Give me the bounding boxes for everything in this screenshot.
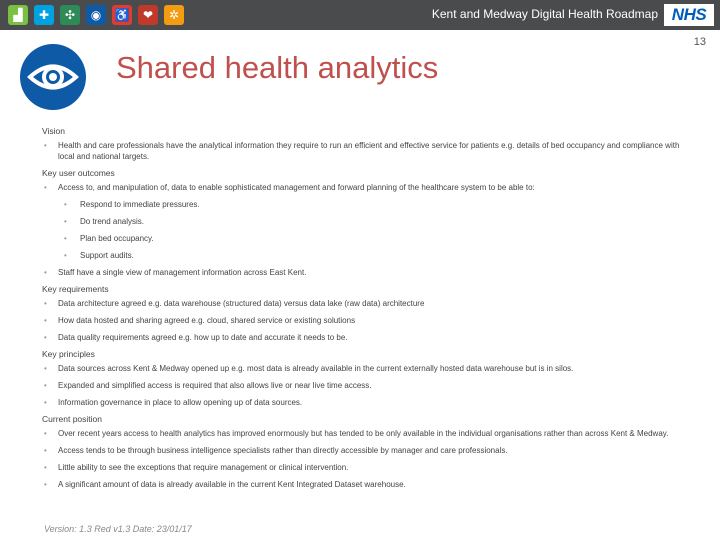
list-item: • Health and care professionals have the analytical information they require to run an efficient and effective service for patients e.g. details of bed occupancy and compliance with local and national targets.: [42, 140, 692, 162]
list-item: • Staff have a single view of management information across East Kent.: [42, 267, 692, 278]
star-icon[interactable]: ✲: [164, 5, 184, 25]
chart-icon[interactable]: ▟: [8, 5, 28, 25]
version-footer: Version: 1.3 Red v1.3 Date: 23/01/17: [44, 524, 192, 534]
header-title: Kent and Medway Digital Health Roadmap: [431, 7, 658, 21]
eye-icon[interactable]: ◉: [86, 5, 106, 25]
sub-list-item: • Plan bed occupancy.: [42, 233, 692, 244]
section-title-requirements: Key requirements: [42, 284, 109, 294]
list-item: • Data sources across Kent & Medway opened up e.g. most data is already available in the current externally hosted data warehouse but is in silos.: [42, 363, 692, 374]
top-bar: [0, 0, 720, 30]
section-title-principles: Key principles: [42, 349, 95, 359]
list-item: • Information governance in place to allow opening up of data sources.: [42, 397, 692, 408]
list-item: • Access tends to be through business intelligence specialists rather than directly accessible by manager and care professionals.: [42, 445, 692, 456]
nhs-logo: NHS: [664, 4, 714, 26]
list-item: • Expanded and simplified access is required that also allows live or near live time access.: [42, 380, 692, 391]
heart-icon[interactable]: ❤: [138, 5, 158, 25]
list-item: • A significant amount of data is already available in the current Kent Integrated Dataset warehouse.: [42, 479, 692, 490]
sub-list-item: • Do trend analysis.: [42, 216, 692, 227]
sub-list-item: • Respond to immediate pressures.: [42, 199, 692, 210]
list-item: • Little ability to see the exceptions that require management or clinical intervention.: [42, 462, 692, 473]
person-icon[interactable]: ♿: [112, 5, 132, 25]
section-title-outcomes: Key user outcomes: [42, 168, 115, 178]
list-item: • How data hosted and sharing agreed e.g. cloud, shared service or existing solutions: [42, 315, 692, 326]
section-title-vision: Vision: [42, 126, 65, 136]
page-number: 13: [693, 36, 706, 48]
theme-icons: [8, 5, 184, 25]
eye-badge-icon: [20, 44, 86, 110]
list-item: • Data architecture agreed e.g. data warehouse (structured data) versus data lake (raw data) architecture: [42, 298, 692, 309]
section-title-current: Current position: [42, 414, 103, 424]
steth-icon[interactable]: ✚: [34, 5, 54, 25]
sub-list-item: • Support audits.: [42, 250, 692, 261]
network-icon[interactable]: ✣: [60, 5, 80, 25]
content: [42, 126, 692, 496]
page-title: Shared health analytics: [116, 50, 439, 85]
list-item: • Access to, and manipulation of, data to enable sophisticated management and forward planning of the healthcare system to be able to:: [42, 182, 692, 193]
list-item: • Data quality requirements agreed e.g. how up to date and accurate it needs to be.: [42, 332, 692, 343]
list-item: • Over recent years access to health analytics has improved enormously but has tended to be only available in the individual organisations rather than across Kent & Medway.: [42, 428, 692, 439]
